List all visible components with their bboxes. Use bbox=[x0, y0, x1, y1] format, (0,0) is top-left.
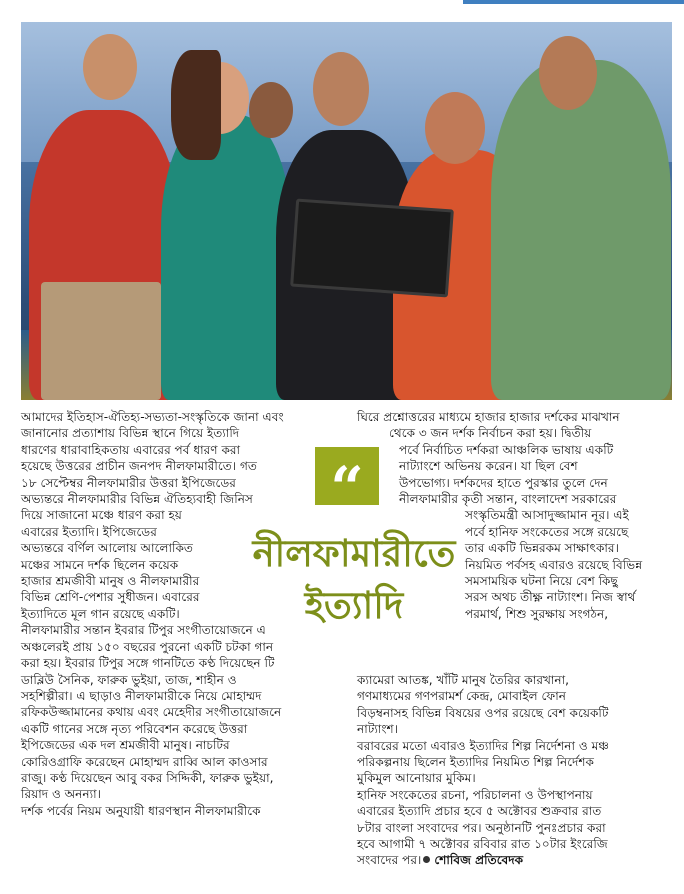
article-line: বরাবরের মতো এবারও ইত্যাদির শিল্প নির্দেশনা ও মঞ্চ bbox=[357, 738, 609, 753]
article-line: সংবাদের পর। bbox=[357, 853, 422, 868]
article-line: ঘিরে প্রশ্নোত্তরের মাধ্যমে হাজার হাজার দর্শকের মাঝখান bbox=[357, 410, 620, 424]
article-line: ইপিজেডের এক দল শ্রমজীবী মানুষ। নাচটির bbox=[21, 738, 230, 753]
article-line: রিয়াদ ও অনন্যা। bbox=[21, 787, 101, 802]
article-line: হানিফ সংকেতের রচনা, পরিচালনা ও উপস্থাপনায় bbox=[357, 787, 593, 802]
article-line: অভ্যন্তরে নীলফামারীর বিভিন্ন ঐতিহ্যবাহী জিনিস bbox=[21, 492, 253, 507]
article-photo bbox=[21, 22, 672, 400]
headline-line-1: নীলফামারীতে bbox=[252, 532, 456, 575]
article-line: উপভোগ্য। দর্শকদের হাতে পুরস্কার তুলে দেন bbox=[399, 475, 608, 490]
article-line: পরমার্থ, শিশু সুরক্ষায় সংগঠন, bbox=[465, 606, 609, 621]
article-line: সহশিল্পীরা। এ ছাড়াও নীলফামারীকে নিয়ে মোহাম্মদ bbox=[21, 688, 262, 703]
article-line: এবারের ইত্যাদি। ইপিজেডের bbox=[21, 524, 157, 539]
article-line: অঞ্চলেরই প্রায় ১৫০ বছরের পুরনো একটি চটকা গান bbox=[21, 639, 274, 654]
article-line: সংস্কৃতিমন্ত্রী আসাদুজ্জামান নূর। এই bbox=[465, 508, 629, 523]
article-headline bbox=[243, 530, 465, 630]
article-line: থেকে ৩ জন দর্শক নির্বাচন করা হয়। দ্বিতীয় bbox=[389, 426, 592, 441]
article-line: নীলফামারীর সন্তান ইবরার টিপুর সংগীতায়োজনে এ bbox=[21, 623, 266, 638]
article-line: এবারের ইত্যাদি প্রচার হবে ৫ অক্টোবর শুক্রবার রাত bbox=[357, 804, 602, 819]
article-line: দিয়ে সাজানো মঞ্চে ধারণ করা হয় bbox=[21, 508, 182, 523]
article-line: পর্বে নির্বাচিত দর্শকরা আঞ্চলিক ভাষায় একটি bbox=[399, 442, 614, 457]
article-line: ক্যামেরা আতঙ্ক, খাঁটি মানুষ তৈরির কারখানা, bbox=[357, 673, 569, 687]
article-line: একটি গানের সঙ্গে নৃত্য পরিবেশন করেছে উত্তরা bbox=[21, 721, 248, 736]
article-line: করা হয়। ইবরার টিপুর সঙ্গে গানটিতে কণ্ঠ দিয়েছেন টি bbox=[21, 656, 275, 671]
article-line: হবে আগামী ৭ অক্টোবর রবিবার রাত ১০টার ইংরেজি bbox=[357, 837, 608, 852]
article-line: ৮টার বাংলা সংবাদের পর। অনুষ্ঠানটি পুনঃপ্রচার করা bbox=[357, 820, 606, 835]
article-line: মুকিমুল আনোয়ার মুকিম। bbox=[357, 771, 476, 786]
article-line: ধারণের ধারাবাহিকতায় এবারের পর্ব ধারণ করা bbox=[21, 442, 241, 457]
article-line: বিভিন্ন শ্রেণি-পেশার সুধীজন। এবারের bbox=[21, 590, 200, 605]
article-line: নিয়মিত পর্বসহ এবারও রয়েছে বিভিন্ন bbox=[465, 557, 643, 572]
article-line: পরিকল্পনায় ছিলেন ইত্যাদির নিয়মিত শিল্প নির্দেশক bbox=[357, 755, 595, 770]
article-line: ইত্যাদিতে মূল গান রয়েছে একটি। bbox=[21, 606, 180, 621]
article-line: ১৮ সেপ্টেম্বর নীলফামারীর উত্তরা ইপিজেডের bbox=[21, 475, 236, 490]
person-woman-sari bbox=[161, 115, 291, 400]
article-line: হয়েছে উত্তরের প্রাচীন জনপদ নীলফামারীতে। গত bbox=[21, 459, 257, 474]
article-line: অভ্যন্তরে বর্ণিল আলোয় আলোকিত bbox=[21, 541, 193, 556]
article-line: সমসাময়িক ঘটনা নিয়ে বেশ কিছু bbox=[465, 574, 618, 589]
pull-quote-mark: “ bbox=[315, 447, 379, 505]
top-accent-bar bbox=[463, 0, 684, 4]
article-line: ডাব্লিউ সৈনিক, ফারুক ভুইয়া, তাজ, শাহীন ও bbox=[21, 672, 237, 687]
bullet-icon bbox=[423, 856, 430, 863]
article-line: রাজু। কণ্ঠ দিয়েছেন আবু বকর সিদ্দিকী, ফারুক ভুইয়া, bbox=[21, 770, 274, 785]
article-line: তার একটি ভিন্নরকম সাক্ষাৎকার। bbox=[465, 541, 619, 556]
article-credit: শোবিজ প্রতিবেদক bbox=[434, 853, 524, 868]
article-line: গণমাধ্যমের গণপরামর্শ কেন্দ্র, মোবাইল ফোন bbox=[357, 689, 566, 704]
article-line: দর্শক পর্বের নিয়ম অনুযায়ী ধারণস্থান নীলফামারীকে bbox=[21, 803, 261, 818]
article-line: আমাদের ইতিহাস-ঐতিহ্য-সভ্যতা-সংস্কৃতিকে জানা এবং bbox=[21, 410, 284, 424]
article-line: মঞ্চের সামনে দর্শক ছিলেন কয়েক bbox=[21, 557, 179, 572]
article-line: বিড়ম্বনাসহ বিভিন্ন বিষয়ের ওপর রয়েছে বেশ কয়েকটি bbox=[357, 705, 609, 720]
article-column-2-bottom bbox=[357, 672, 609, 869]
article-line-last bbox=[357, 852, 609, 868]
prize-monitor bbox=[290, 199, 454, 298]
article-line: সরস অথচ তীক্ষ্ণ নাট্যাংশ। নিজ স্বার্থ bbox=[465, 590, 636, 605]
person-green-suit bbox=[491, 60, 671, 400]
article-line: পর্বে হানিফ সংকেতের সঙ্গে রয়েছে bbox=[465, 524, 629, 539]
article-line: নাট্যাংশ। bbox=[357, 722, 399, 737]
article-line: কোরিওগ্রাফি করেছেন মোহাম্মদ রাব্বি আল কাওসার bbox=[21, 754, 268, 769]
article-line: হাজার শ্রমজীবী মানুষ ও নীলফামারীর bbox=[21, 574, 200, 589]
article-line: রফিকউজ্জামানের কথায় এবং মেহেদীর সংগীতায়োজনে bbox=[21, 705, 282, 720]
article-line: নীলফামারীর কৃতী সন্তান, বাংলাদেশ সরকারের bbox=[399, 492, 617, 507]
article-line: নাট্যাংশে অভিনয় করেন। যা ছিল বেশ bbox=[399, 459, 578, 474]
headline-line-2: ইত্যাদি bbox=[304, 584, 404, 627]
article-line: জানানোর প্রত্যাশায় বিভিন্ন স্থানে গিয়ে ইত্যাদি bbox=[21, 426, 240, 441]
